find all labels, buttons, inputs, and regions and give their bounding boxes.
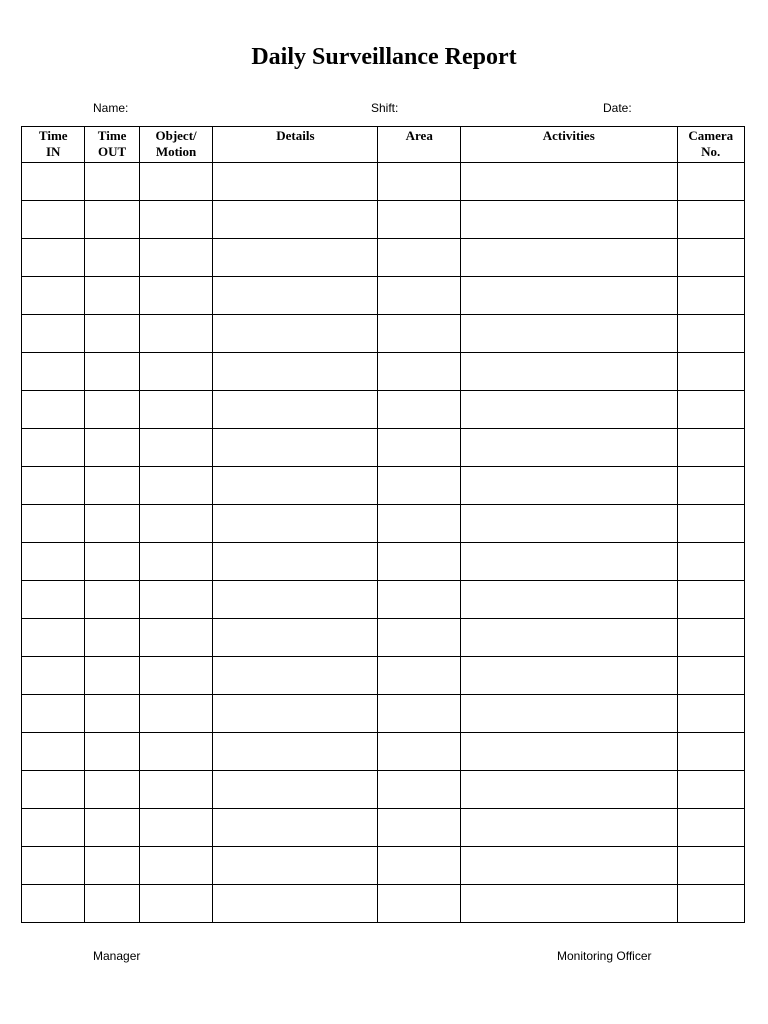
cell-activities[interactable] bbox=[461, 315, 677, 353]
table-row bbox=[22, 885, 745, 923]
cell-camera-no[interactable] bbox=[677, 315, 745, 353]
cell-activities[interactable] bbox=[461, 885, 677, 923]
cell-details[interactable] bbox=[213, 239, 378, 277]
cell-object-motion[interactable] bbox=[139, 695, 213, 733]
cell-activities[interactable] bbox=[461, 771, 677, 809]
cell-time-out[interactable] bbox=[85, 391, 139, 429]
cell-activities[interactable] bbox=[461, 619, 677, 657]
cell-object-motion[interactable] bbox=[139, 581, 213, 619]
cell-object-motion[interactable] bbox=[139, 619, 213, 657]
cell-details[interactable] bbox=[213, 619, 378, 657]
cell-details[interactable] bbox=[213, 847, 378, 885]
cell-time-out[interactable] bbox=[85, 543, 139, 581]
cell-time-in[interactable] bbox=[22, 163, 85, 201]
cell-time-out[interactable] bbox=[85, 657, 139, 695]
cell-activities[interactable] bbox=[461, 391, 677, 429]
cell-object-motion[interactable] bbox=[139, 885, 213, 923]
cell-area[interactable] bbox=[378, 391, 461, 429]
cell-details[interactable] bbox=[213, 467, 378, 505]
cell-area[interactable] bbox=[378, 771, 461, 809]
table-row bbox=[22, 657, 745, 695]
cell-camera-no[interactable] bbox=[677, 239, 745, 277]
cell-time-out[interactable] bbox=[85, 695, 139, 733]
table-row bbox=[22, 315, 745, 353]
cell-area[interactable] bbox=[378, 315, 461, 353]
cell-activities[interactable] bbox=[461, 809, 677, 847]
cell-area[interactable] bbox=[378, 429, 461, 467]
cell-activities[interactable] bbox=[461, 467, 677, 505]
cell-camera-no[interactable] bbox=[677, 695, 745, 733]
monitoring-officer-signature-label: Monitoring Officer bbox=[557, 949, 652, 963]
cell-object-motion[interactable] bbox=[139, 657, 213, 695]
cell-activities[interactable] bbox=[461, 429, 677, 467]
cell-object-motion[interactable] bbox=[139, 809, 213, 847]
cell-area[interactable] bbox=[378, 201, 461, 239]
cell-time-in[interactable] bbox=[22, 467, 85, 505]
cell-time-in[interactable] bbox=[22, 847, 85, 885]
cell-camera-no[interactable] bbox=[677, 733, 745, 771]
cell-time-out[interactable] bbox=[85, 239, 139, 277]
cell-time-in[interactable] bbox=[22, 201, 85, 239]
cell-time-in[interactable] bbox=[22, 657, 85, 695]
cell-object-motion[interactable] bbox=[139, 201, 213, 239]
table-row bbox=[22, 467, 745, 505]
cell-object-motion[interactable] bbox=[139, 163, 213, 201]
cell-details[interactable] bbox=[213, 733, 378, 771]
cell-camera-no[interactable] bbox=[677, 771, 745, 809]
cell-object-motion[interactable] bbox=[139, 239, 213, 277]
cell-time-in[interactable] bbox=[22, 277, 85, 315]
cell-object-motion[interactable] bbox=[139, 733, 213, 771]
cell-area[interactable] bbox=[378, 657, 461, 695]
cell-time-out[interactable] bbox=[85, 619, 139, 657]
cell-area[interactable] bbox=[378, 695, 461, 733]
cell-area[interactable] bbox=[378, 277, 461, 315]
table-row bbox=[22, 391, 745, 429]
cell-activities[interactable] bbox=[461, 695, 677, 733]
shift-label: Shift: bbox=[371, 101, 399, 115]
cell-area[interactable] bbox=[378, 885, 461, 923]
cell-time-out[interactable] bbox=[85, 315, 139, 353]
cell-activities[interactable] bbox=[461, 163, 677, 201]
cell-camera-no[interactable] bbox=[677, 543, 745, 581]
cell-area[interactable] bbox=[378, 467, 461, 505]
table-row bbox=[22, 733, 745, 771]
table-row bbox=[22, 695, 745, 733]
cell-details[interactable] bbox=[213, 315, 378, 353]
table-row bbox=[22, 581, 745, 619]
cell-object-motion[interactable] bbox=[139, 315, 213, 353]
cell-activities[interactable] bbox=[461, 353, 677, 391]
cell-details[interactable] bbox=[213, 771, 378, 809]
table-row bbox=[22, 163, 745, 201]
cell-camera-no[interactable] bbox=[677, 657, 745, 695]
cell-time-out[interactable] bbox=[85, 771, 139, 809]
table-row bbox=[22, 429, 745, 467]
surveillance-log-table bbox=[21, 126, 745, 923]
cell-details[interactable] bbox=[213, 201, 378, 239]
cell-time-in[interactable] bbox=[22, 581, 85, 619]
cell-details[interactable] bbox=[213, 505, 378, 543]
table-row bbox=[22, 847, 745, 885]
column-header-time-out: Time OUT bbox=[85, 127, 139, 163]
manager-signature-label: Manager bbox=[93, 949, 141, 963]
table-row bbox=[22, 809, 745, 847]
page-title: Daily Surveillance Report bbox=[251, 44, 517, 70]
cell-object-motion[interactable] bbox=[139, 277, 213, 315]
cell-area[interactable] bbox=[378, 619, 461, 657]
cell-details[interactable] bbox=[213, 657, 378, 695]
cell-time-out[interactable] bbox=[85, 163, 139, 201]
cell-activities[interactable] bbox=[461, 543, 677, 581]
cell-time-out[interactable] bbox=[85, 429, 139, 467]
cell-camera-no[interactable] bbox=[677, 505, 745, 543]
cell-camera-no[interactable] bbox=[677, 277, 745, 315]
cell-area[interactable] bbox=[378, 543, 461, 581]
column-header-activities: Activities bbox=[461, 127, 677, 163]
cell-details[interactable] bbox=[213, 429, 378, 467]
cell-time-in[interactable] bbox=[22, 885, 85, 923]
cell-time-in[interactable] bbox=[22, 315, 85, 353]
cell-time-out[interactable] bbox=[85, 353, 139, 391]
cell-details[interactable] bbox=[213, 277, 378, 315]
cell-details[interactable] bbox=[213, 163, 378, 201]
cell-time-in[interactable] bbox=[22, 239, 85, 277]
cell-time-out[interactable] bbox=[85, 885, 139, 923]
table-row bbox=[22, 771, 745, 809]
cell-camera-no[interactable] bbox=[677, 809, 745, 847]
column-header-object-motion: Object/ Motion bbox=[139, 127, 213, 163]
table-header-row bbox=[22, 127, 745, 163]
cell-time-in[interactable] bbox=[22, 505, 85, 543]
cell-object-motion[interactable] bbox=[139, 391, 213, 429]
cell-camera-no[interactable] bbox=[677, 391, 745, 429]
cell-time-out[interactable] bbox=[85, 581, 139, 619]
cell-time-in[interactable] bbox=[22, 353, 85, 391]
cell-time-out[interactable] bbox=[85, 277, 139, 315]
cell-area[interactable] bbox=[378, 733, 461, 771]
cell-camera-no[interactable] bbox=[677, 353, 745, 391]
cell-object-motion[interactable] bbox=[139, 847, 213, 885]
cell-time-in[interactable] bbox=[22, 695, 85, 733]
cell-camera-no[interactable] bbox=[677, 429, 745, 467]
cell-activities[interactable] bbox=[461, 733, 677, 771]
cell-time-in[interactable] bbox=[22, 429, 85, 467]
column-header-details: Details bbox=[213, 127, 378, 163]
cell-object-motion[interactable] bbox=[139, 429, 213, 467]
date-label: Date: bbox=[603, 101, 632, 115]
cell-activities[interactable] bbox=[461, 201, 677, 239]
cell-time-in[interactable] bbox=[22, 809, 85, 847]
column-header-camera-no: Camera No. bbox=[677, 127, 745, 163]
cell-object-motion[interactable] bbox=[139, 543, 213, 581]
cell-details[interactable] bbox=[213, 543, 378, 581]
cell-time-out[interactable] bbox=[85, 467, 139, 505]
cell-activities[interactable] bbox=[461, 505, 677, 543]
cell-time-out[interactable] bbox=[85, 201, 139, 239]
cell-activities[interactable] bbox=[461, 847, 677, 885]
cell-area[interactable] bbox=[378, 581, 461, 619]
table-row bbox=[22, 619, 745, 657]
cell-camera-no[interactable] bbox=[677, 201, 745, 239]
cell-camera-no[interactable] bbox=[677, 163, 745, 201]
cell-camera-no[interactable] bbox=[677, 581, 745, 619]
cell-details[interactable] bbox=[213, 581, 378, 619]
cell-area[interactable] bbox=[378, 809, 461, 847]
cell-details[interactable] bbox=[213, 391, 378, 429]
cell-area[interactable] bbox=[378, 847, 461, 885]
cell-details[interactable] bbox=[213, 809, 378, 847]
table-row bbox=[22, 543, 745, 581]
cell-camera-no[interactable] bbox=[677, 885, 745, 923]
cell-time-in[interactable] bbox=[22, 543, 85, 581]
cell-details[interactable] bbox=[213, 695, 378, 733]
cell-object-motion[interactable] bbox=[139, 353, 213, 391]
cell-time-in[interactable] bbox=[22, 619, 85, 657]
cell-camera-no[interactable] bbox=[677, 467, 745, 505]
cell-activities[interactable] bbox=[461, 581, 677, 619]
cell-details[interactable] bbox=[213, 353, 378, 391]
cell-area[interactable] bbox=[378, 505, 461, 543]
cell-time-out[interactable] bbox=[85, 733, 139, 771]
cell-object-motion[interactable] bbox=[139, 771, 213, 809]
cell-activities[interactable] bbox=[461, 657, 677, 695]
cell-time-out[interactable] bbox=[85, 505, 139, 543]
cell-object-motion[interactable] bbox=[139, 467, 213, 505]
table-row bbox=[22, 239, 745, 277]
cell-time-in[interactable] bbox=[22, 771, 85, 809]
table-row bbox=[22, 353, 745, 391]
cell-time-out[interactable] bbox=[85, 847, 139, 885]
name-label: Name: bbox=[93, 101, 129, 115]
cell-area[interactable] bbox=[378, 239, 461, 277]
cell-area[interactable] bbox=[378, 353, 461, 391]
column-header-area: Area bbox=[378, 127, 461, 163]
table-row bbox=[22, 201, 745, 239]
cell-activities[interactable] bbox=[461, 239, 677, 277]
cell-object-motion[interactable] bbox=[139, 505, 213, 543]
cell-time-in[interactable] bbox=[22, 391, 85, 429]
cell-activities[interactable] bbox=[461, 277, 677, 315]
cell-details[interactable] bbox=[213, 885, 378, 923]
cell-time-out[interactable] bbox=[85, 809, 139, 847]
cell-area[interactable] bbox=[378, 163, 461, 201]
column-header-time-in: Time IN bbox=[22, 127, 85, 163]
cell-camera-no[interactable] bbox=[677, 619, 745, 657]
cell-time-in[interactable] bbox=[22, 733, 85, 771]
table-row bbox=[22, 505, 745, 543]
cell-camera-no[interactable] bbox=[677, 847, 745, 885]
table-row bbox=[22, 277, 745, 315]
